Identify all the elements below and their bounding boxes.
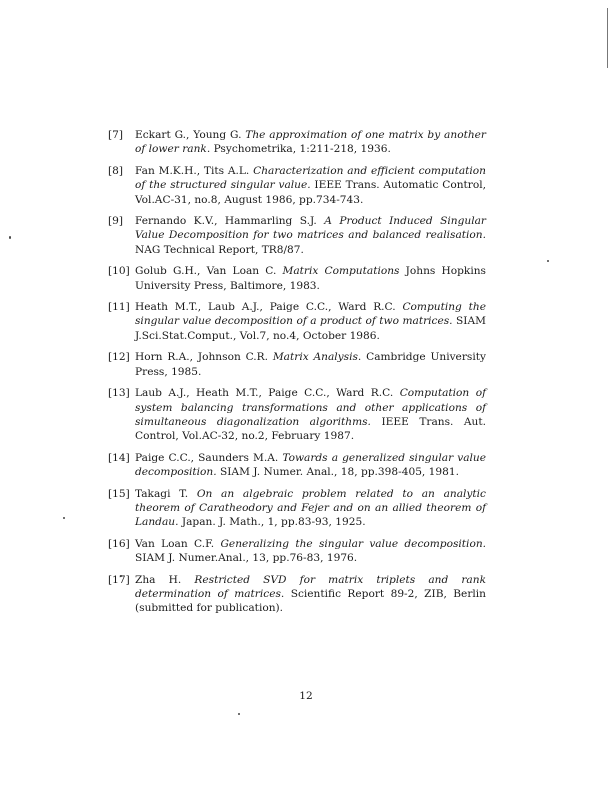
reference-title: Generalizing the singular value decomposition. <box>220 537 487 550</box>
reference-item <box>108 537 486 566</box>
reference-item <box>108 264 486 293</box>
page-number: 12 <box>299 690 313 702</box>
reference-number: [15] <box>108 487 130 500</box>
reference-authors: Takagi T. <box>135 487 189 500</box>
reference-title: On an algebraic problem related to an analytic theorem of Caratheodory and Fejer and on an allied theorem of Landau. <box>135 487 486 529</box>
scan-speck <box>9 236 11 239</box>
reference-title: Computing the singular value decomposition of a product of two matrices. <box>135 301 486 328</box>
reference-number: [9] <box>108 215 124 228</box>
scan-speck <box>238 713 240 715</box>
reference-publication: SIAM J. Numer. Anal., 18, pp.398-405, 1981. <box>219 466 459 479</box>
reference-publication: Scientific Report 89-2, ZIB, Berlin (submitted for publication). <box>135 587 486 615</box>
reference-item <box>108 386 486 444</box>
reference-publication: SIAM J. Numer.Anal., 13, pp.76-83, 1976. <box>135 552 358 565</box>
reference-item <box>108 573 486 616</box>
reference-title: Restricted SVD for matrix triplets and rank determination of matrices. <box>135 573 486 600</box>
reference-title: Characterization and efficient computation of the structured singular value. <box>135 164 486 192</box>
reference-title: Matrix Analysis. <box>272 351 362 364</box>
scan-edge-mark <box>607 8 608 68</box>
reference-number: [11] <box>108 301 130 314</box>
reference-number: [10] <box>108 265 130 278</box>
reference-item <box>108 350 486 379</box>
reference-publication: NAG Technical Report, TR8/87. <box>135 243 304 256</box>
reference-authors: Paige C.C., Saunders M.A. <box>135 451 279 464</box>
reference-item <box>108 214 486 257</box>
reference-title: Matrix Computations <box>282 265 400 278</box>
reference-number: [8] <box>108 164 124 177</box>
reference-authors: Heath M.T., Laub A.J., Paige C.C., Ward R.C. <box>135 301 396 314</box>
reference-number: [7] <box>108 129 124 141</box>
reference-number: [17] <box>108 573 130 586</box>
scan-speck <box>547 260 549 262</box>
reference-authors: Golub G.H., Van Loan C. <box>135 265 277 278</box>
reference-authors: Van Loan C.F. <box>135 537 215 550</box>
reference-number: [14] <box>108 451 130 464</box>
reference-item <box>108 164 486 207</box>
reference-title: Towards a generalized singular value decomposition. <box>135 451 487 479</box>
reference-publication: Johns Hopkins University Press, Baltimore, 1983. <box>135 265 486 292</box>
reference-number: [13] <box>108 387 130 400</box>
scan-speck <box>63 517 65 519</box>
reference-publication: Japan. J. Math., 1, pp.83-93, 1925. <box>181 516 366 529</box>
reference-publication: SIAM J.Sci.Stat.Comput., Vol.7, no.4, October 1986. <box>135 315 486 342</box>
reference-authors: Fan M.K.H., Tits A.L. <box>135 164 250 177</box>
reference-number: [12] <box>108 351 130 364</box>
reference-item <box>108 128 486 157</box>
reference-authors: Laub A.J., Heath M.T., Paige C.C., Ward R.C. <box>135 387 394 400</box>
reference-publication: IEEE Trans. Automatic Control, Vol.AC-31, no.8, August 1986, pp.734-743. <box>135 179 486 206</box>
reference-item <box>108 487 486 530</box>
reference-item <box>108 451 486 480</box>
reference-authors: Horn R.A., Johnson C.R. <box>135 351 269 364</box>
reference-number: [16] <box>108 537 130 550</box>
reference-title: A Product Induced Singular Value Decomposition for two matrices and balanced realisation. <box>135 215 486 242</box>
reference-publication: IEEE Trans. Aut. Control, Vol.AC-32, no.2, February 1987. <box>135 415 486 443</box>
reference-authors: Zha H. <box>135 573 182 586</box>
reference-list <box>108 128 486 623</box>
reference-authors: Eckart G., Young G. <box>135 129 242 141</box>
reference-item <box>108 300 486 343</box>
reference-publication: Psychometrika, 1:211-218, 1936. <box>213 143 391 156</box>
reference-title: Computation of system balancing transformations and other applications of simultaneous diagonalization algorithms. <box>135 387 486 428</box>
reference-authors: Fernando K.V., Hammarling S.J. <box>135 215 317 228</box>
reference-publication: Cambridge University Press, 1985. <box>135 351 486 378</box>
reference-title: The approximation of one matrix by another of lower rank. <box>135 129 486 156</box>
